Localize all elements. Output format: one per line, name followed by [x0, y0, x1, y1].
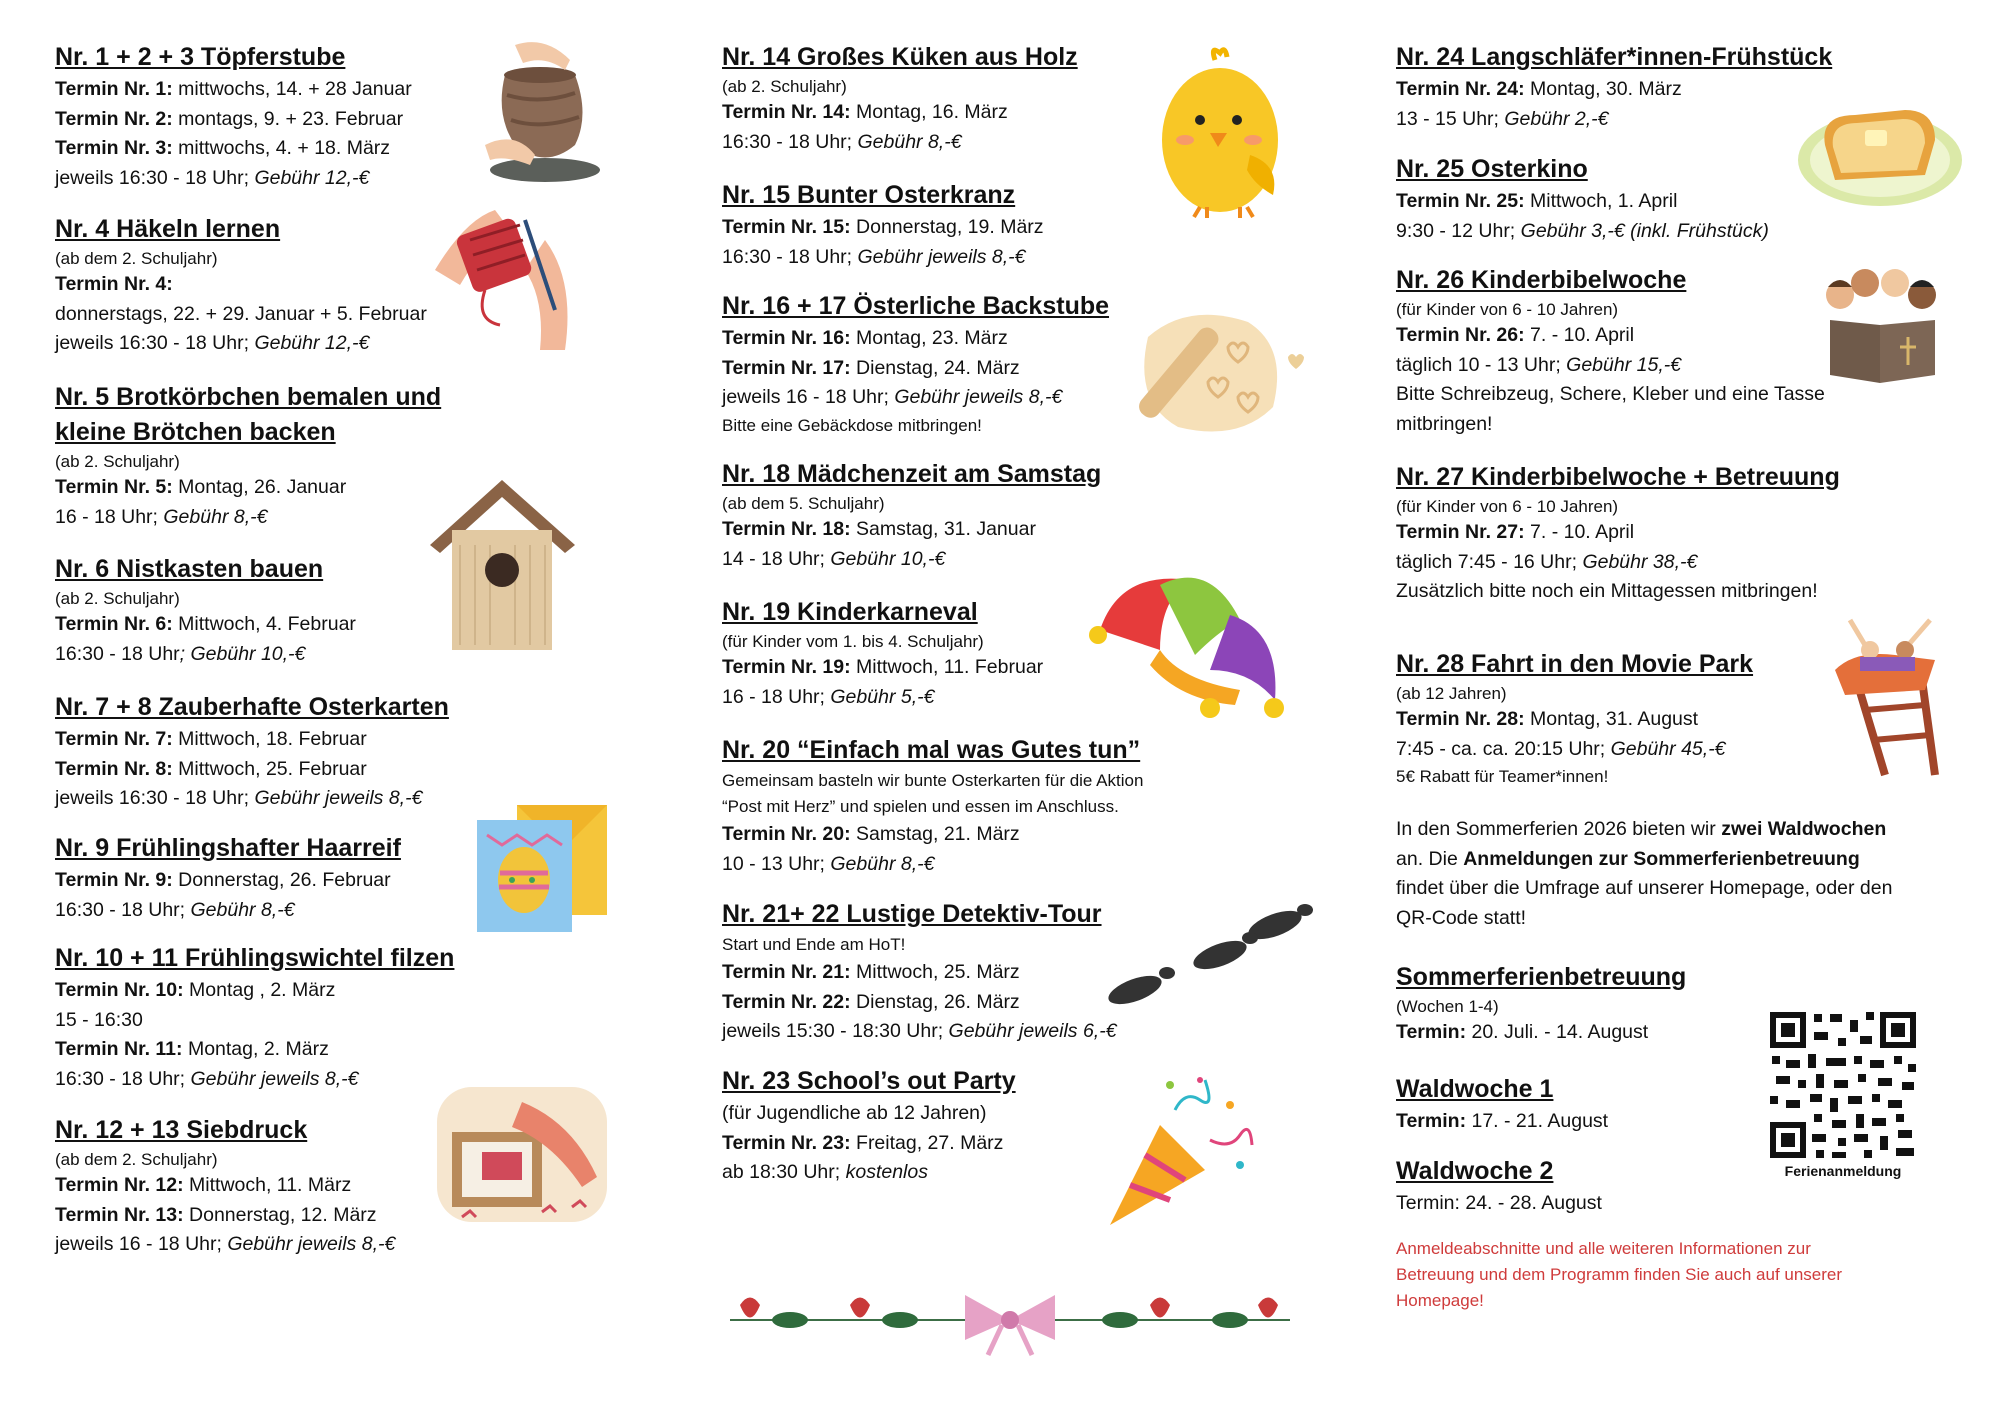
party-popper-icon — [1100, 1065, 1255, 1235]
event-5: Nr. 5 Brotkörbchen bemalen und kleine Brötchen backen (ab 2. Schuljahr) Termin Nr. 5: Montag, 26. Januar 16 - 18 Uhr; Gebühr 8,-€ — [55, 383, 442, 528]
birdhouse-icon — [420, 475, 585, 655]
pottery-icon — [475, 35, 605, 190]
event-12-13: Nr. 12 + 13 Siebdruck (ab dem 2. Schuljahr) Termin Nr. 12: Mittwoch, 11. März Termin Nr. 13: Donnerstag, 12. März jeweils 16 - 18 Uhr; Gebühr jeweils 8,-€ — [55, 1116, 396, 1255]
event-19: Nr. 19 Kinderkarneval (für Kinder vom 1. bis 4. Schuljahr) Termin Nr. 19: Mittwoch, 11. Februar 16 - 18 Uhr; Gebühr 5,-€ — [722, 598, 1044, 708]
easter-card-icon — [472, 795, 612, 935]
event-27: Nr. 27 Kinderbibelwoche + Betreuung (für Kinder von 6 - 10 Jahren) Termin Nr. 27: 7. - 10. April täglich 7:45 - 16 Uhr; Gebühr 38,-€ Zusätzlich bitte noch ein Mittagessen mitbringen! — [1396, 463, 1840, 602]
event-28: Nr. 28 Fahrt in den Movie Park (ab 12 Jahren) Termin Nr. 28: Montag, 31. August 7:45 - ca. ca. 20:15 Uhr; Gebühr 45,-€ 5€ Rabatt für Teamer*innen! — [1396, 650, 1754, 786]
event-6: Nr. 6 Nistkasten bauen (ab 2. Schuljahr) Termin Nr. 6: Mittwoch, 4. Februar 16:30 - 18 Uhr; Gebühr 10,-€ — [55, 555, 356, 665]
jester-hat-icon — [1080, 560, 1290, 740]
event-23: Nr. 23 School’s out Party (für Jugendliche ab 12 Jahren) Termin Nr. 23: Freitag, 27. März ab 18:30 Uhr; kostenlos — [722, 1067, 1016, 1183]
baking-icon — [1128, 297, 1313, 442]
event-21-22: Nr. 21+ 22 Lustige Detektiv-Tour Start und Ende am HoT! Termin Nr. 21: Mittwoch, 25. März Termin Nr. 22: Dienstag, 26. März jeweils 15:30 - 18:30 Uhr; Gebühr jeweils 6,-€ — [722, 900, 1117, 1042]
footprints-icon — [1095, 900, 1320, 1010]
chick-icon — [1155, 45, 1290, 220]
toast-breakfast-icon — [1795, 85, 1965, 210]
event-26: Nr. 26 Kinderbibelwoche (für Kinder von 6 - 10 Jahren) Termin Nr. 26: 7. - 10. April täglich 10 - 13 Uhr; Gebühr 15,-€ Bitte Schreibzeug, Schere, Kleber und eine Tasse mitbringen! — [1396, 266, 1825, 435]
summer-care: Sommerferienbetreuung (Wochen 1-4) Termin: 20. Juli. - 14. August — [1396, 963, 1687, 1043]
crochet-icon — [425, 200, 590, 360]
event-10-11: Nr. 10 + 11 Frühlingswichtel filzen Termin Nr. 10: Montag , 2. März 15 - 16:30 Termin Nr. 11: Montag, 2. März 16:30 - 18 Uhr; Gebühr jeweils 8,-€ — [55, 944, 455, 1090]
event-15: Nr. 15 Bunter Osterkranz Termin Nr. 15: Donnerstag, 19. März 16:30 - 18 Uhr; Gebühr jeweils 8,-€ — [722, 181, 1044, 268]
summer-info: In den Sommerferien 2026 bieten wir zwei Waldwochen an. Die Anmeldungen zur Sommerferienbetreuung findet über die Umfrage auf unserer Homepage, oder den QR-Code statt! — [1396, 818, 1893, 929]
qr-code-icon — [1768, 1010, 1918, 1160]
event-14: Nr. 14 Großes Küken aus Holz (ab 2. Schuljahr) Termin Nr. 14: Montag, 16. März 16:30 - 18 Uhr; Gebühr 8,-€ — [722, 43, 1078, 153]
floral-border-icon — [710, 1275, 1310, 1365]
column-1 — [55, 40, 695, 1260]
event-title: Nr. 1 + 2 + 3 Töpferstube — [55, 43, 346, 71]
footer-note: Anmeldeabschnitte und alle weiteren Informationen zur Betreuung und dem Programm finden Sie auch auf unserer Homepage! — [1396, 1239, 1843, 1310]
event-18: Nr. 18 Mädchenzeit am Samstag (ab dem 5. Schuljahr) Termin Nr. 18: Samstag, 31. Januar 14 - 18 Uhr; Gebühr 10,-€ — [722, 460, 1102, 570]
event-title: Nr. 4 Häkeln lernen — [55, 215, 281, 243]
screen-print-icon — [432, 1082, 612, 1227]
event-20: Nr. 20 “Einfach mal was Gutes tun” Gemeinsam basteln wir bunte Osterkarten für die Aktion “Post mit Herz” und spielen und essen im Anschluss. Termin Nr. 20: Samstag, 21. März 10 - 13 Uhr; Gebühr 8,-€ — [722, 736, 1144, 875]
event-24: Nr. 24 Langschläfer*innen-Frühstück Termin Nr. 24: Montag, 30. März 13 - 15 Uhr; Gebühr 2,-€ — [1396, 43, 1833, 130]
event-1-2-3: Nr. 1 + 2 + 3 Töpferstube Termin Nr. 1: mittwochs, 14. + 28 Januar Termin Nr. 2: montags, 9. + 23. Februar Termin Nr. 3: mittwochs, 4. + 18. März jeweils 16:30 - 18 Uhr; Gebühr 12,-€ — [55, 40, 695, 212]
bible-kids-icon — [1820, 265, 1945, 385]
event-16-17: Nr. 16 + 17 Österliche Backstube Termin Nr. 16: Montag, 23. März Termin Nr. 17: Dienstag, 24. März jeweils 16 - 18 Uhr; Gebühr jeweils 8,-€ Bitte eine Gebäckdose mitbringen! — [722, 292, 1110, 435]
roller-coaster-icon — [1825, 615, 1955, 780]
event-25: Nr. 25 Osterkino Termin Nr. 25: Mittwoch, 1. April 9:30 - 12 Uhr; Gebühr 3,-€ (inkl. Frühstück) — [1396, 155, 1769, 242]
event-4: Nr. 4 Häkeln lernen (ab dem 2. Schuljahr) Termin Nr. 4: donnerstags, 22. + 29. Januar + 5. Februar jeweils 16:30 - 18 Uhr; Gebühr 12,-€ — [55, 212, 695, 380]
event-9: Nr. 9 Frühlingshafter Haarreif Termin Nr. 9: Donnerstag, 26. Februar 16:30 - 18 Uhr; Gebühr 8,-€ — [55, 834, 401, 921]
event-7-8: Nr. 7 + 8 Zauberhafte Osterkarten Termin Nr. 7: Mittwoch, 18. Februar Termin Nr. 8: Mittwoch, 25. Februar jeweils 16:30 - 18 Uhr; Gebühr jeweils 8,-€ — [55, 693, 449, 809]
qr-code-label: Ferienanmeldung — [1784, 1163, 1902, 1179]
forest-week-1: Waldwoche 1 Termin: 17. - 21. August — [1396, 1075, 1609, 1132]
forest-week-2: Waldwoche 2 Termin: 24. - 28. August — [1396, 1157, 1602, 1214]
